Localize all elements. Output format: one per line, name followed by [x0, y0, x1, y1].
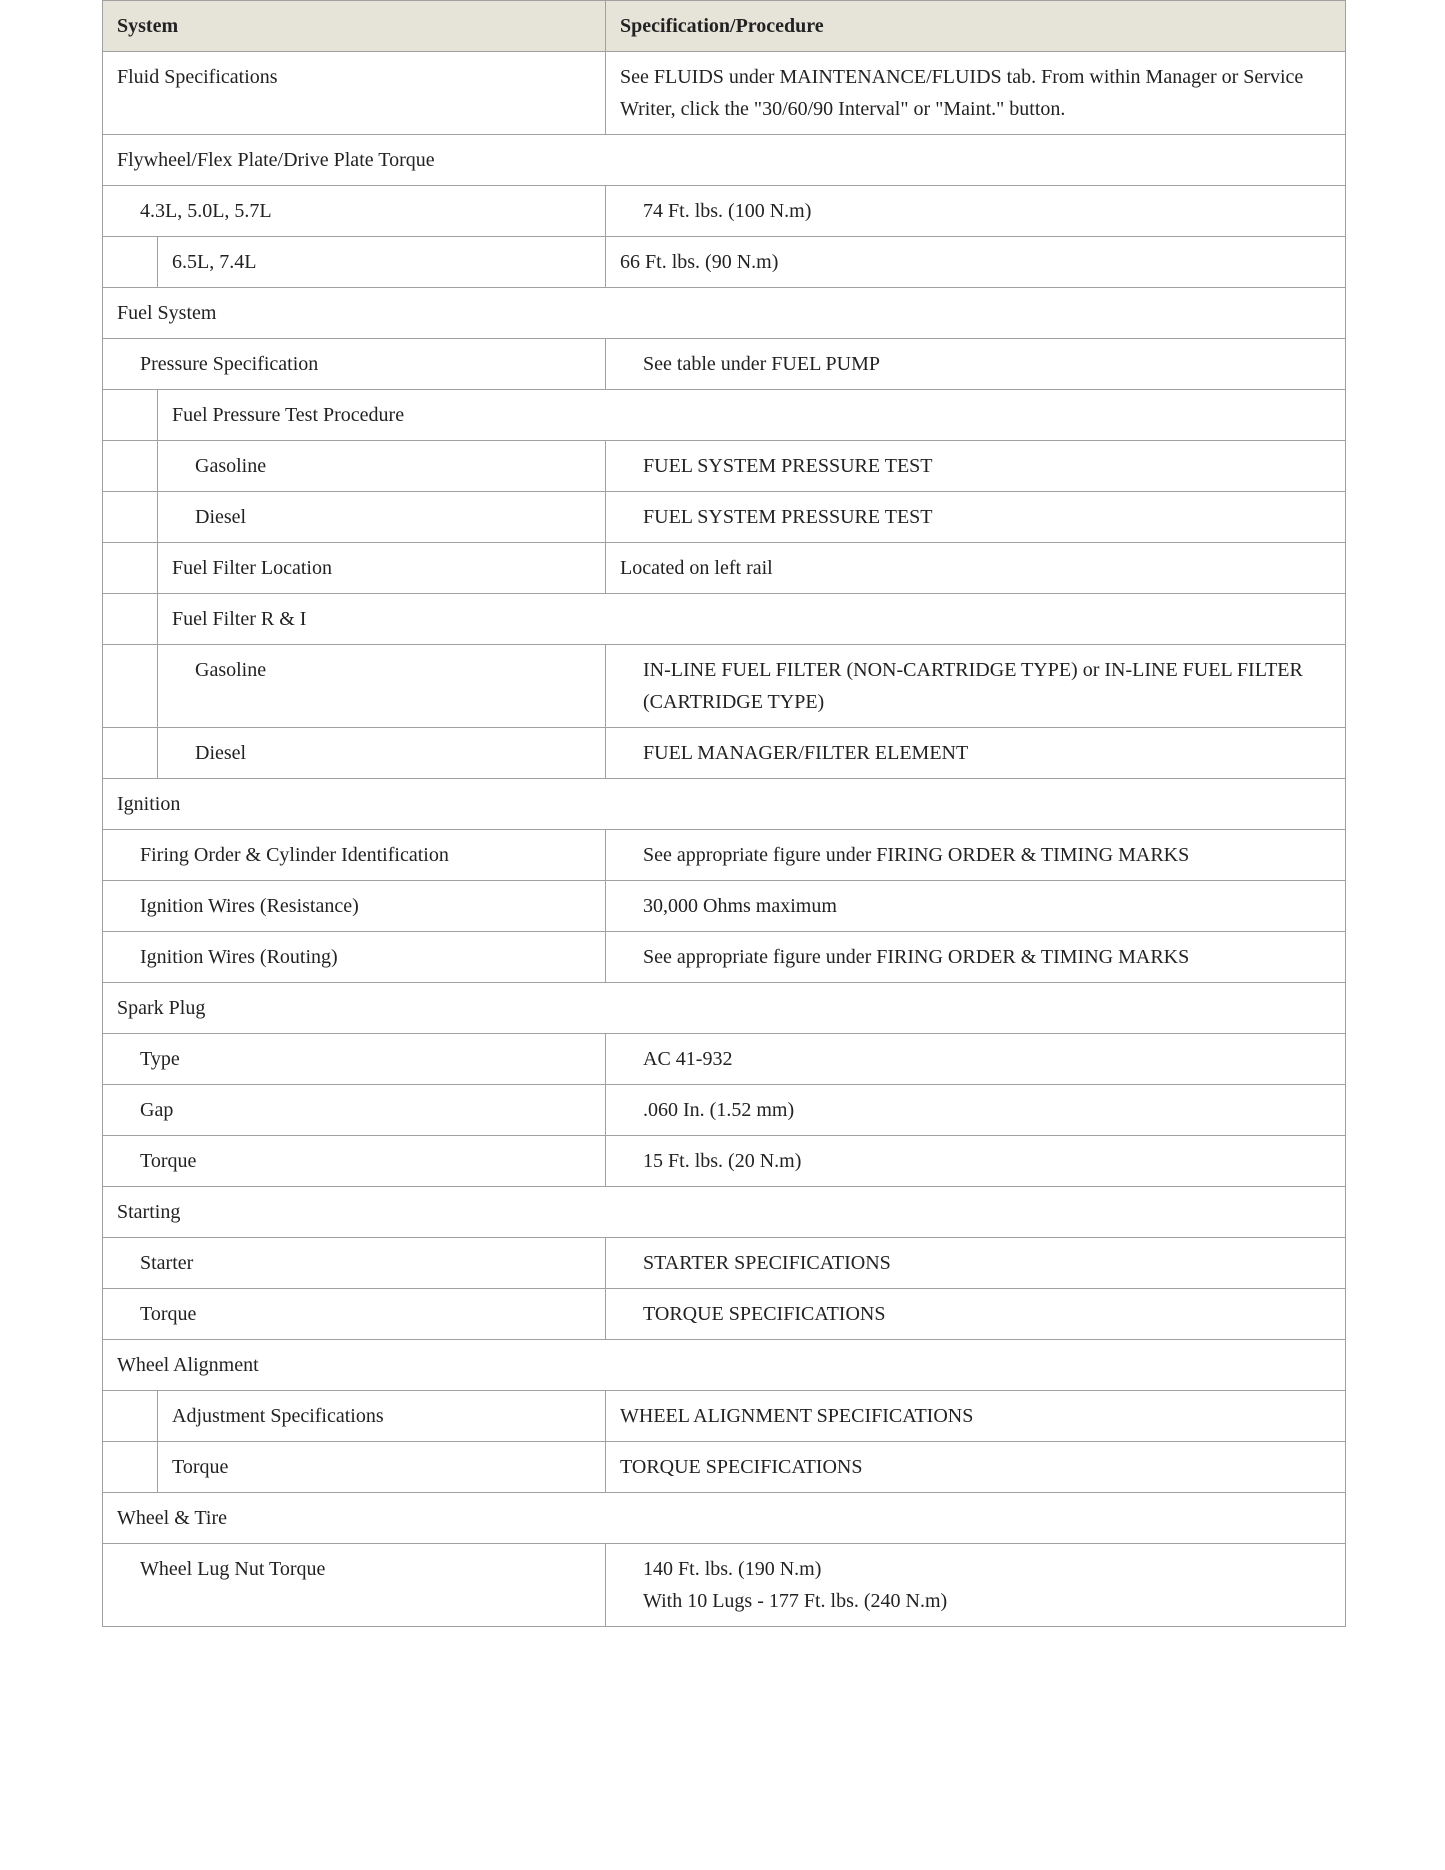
indent-spacer [103, 237, 158, 288]
table-row [103, 339, 1346, 390]
section-row [103, 1493, 1346, 1544]
row-value: AC 41-932 [606, 1034, 1346, 1085]
row-label: Gasoline [158, 645, 606, 728]
row-label: Starter [103, 1238, 606, 1289]
table-row [103, 830, 1346, 881]
table-row [103, 1136, 1346, 1187]
row-label: Ignition Wires (Resistance) [103, 881, 606, 932]
row-label: Torque [103, 1136, 606, 1187]
indent-spacer [103, 1391, 158, 1442]
row-label: Pressure Specification [103, 339, 606, 390]
row-label: Torque [158, 1442, 606, 1493]
section-row [103, 288, 1346, 339]
table-row [103, 881, 1346, 932]
row-value: See appropriate figure under FIRING ORDER & TIMING MARKS [606, 932, 1346, 983]
section-label: Wheel & Tire [103, 1493, 1346, 1544]
section-row [103, 1187, 1346, 1238]
table-row [103, 52, 1346, 135]
indent-spacer [103, 728, 158, 779]
indent-spacer [103, 594, 158, 645]
indent-spacer [103, 390, 158, 441]
row-value: IN-LINE FUEL FILTER (NON-CARTRIDGE TYPE) or IN-LINE FUEL FILTER (CARTRIDGE TYPE) [606, 645, 1346, 728]
subsection-row [103, 390, 1346, 441]
row-label: Diesel [158, 492, 606, 543]
table-row [103, 1289, 1346, 1340]
section-label: Ignition [103, 779, 1346, 830]
table-row [103, 543, 1346, 594]
table-row [103, 237, 1346, 288]
section-row [103, 779, 1346, 830]
section-label: Flywheel/Flex Plate/Drive Plate Torque [103, 135, 1346, 186]
row-label: 6.5L, 7.4L [158, 237, 606, 288]
row-value: FUEL SYSTEM PRESSURE TEST [606, 441, 1346, 492]
section-label: Wheel Alignment [103, 1340, 1346, 1391]
row-label: Gasoline [158, 441, 606, 492]
row-label: Fluid Specifications [103, 52, 606, 135]
section-label: Spark Plug [103, 983, 1346, 1034]
table-row [103, 932, 1346, 983]
row-value: TORQUE SPECIFICATIONS [606, 1289, 1346, 1340]
table-row [103, 492, 1346, 543]
subsection-label: Fuel Pressure Test Procedure [158, 390, 1346, 441]
section-row [103, 983, 1346, 1034]
indent-spacer [103, 1442, 158, 1493]
specifications-table [102, 0, 1346, 1627]
row-value: See table under FUEL PUMP [606, 339, 1346, 390]
row-label: Diesel [158, 728, 606, 779]
header-system: System [103, 1, 606, 52]
row-value: Located on left rail [606, 543, 1346, 594]
row-label: Type [103, 1034, 606, 1085]
section-label: Fuel System [103, 288, 1346, 339]
value-line: With 10 Lugs - 177 Ft. lbs. (240 N.m) [643, 1590, 948, 1612]
indent-spacer [103, 645, 158, 728]
table-row [103, 1442, 1346, 1493]
row-value: See FLUIDS under MAINTENANCE/FLUIDS tab. From within Manager or Service Writer, click the "30/60/90 Interval" or "Maint." button. [606, 52, 1346, 135]
row-label: Firing Order & Cylinder Identification [103, 830, 606, 881]
row-label: 4.3L, 5.0L, 5.7L [103, 186, 606, 237]
row-value: FUEL SYSTEM PRESSURE TEST [606, 492, 1346, 543]
row-value: See appropriate figure under FIRING ORDER & TIMING MARKS [606, 830, 1346, 881]
table-row [103, 645, 1346, 728]
table-header-row [103, 1, 1346, 52]
row-value: STARTER SPECIFICATIONS [606, 1238, 1346, 1289]
row-label: Ignition Wires (Routing) [103, 932, 606, 983]
indent-spacer [103, 543, 158, 594]
header-specification: Specification/Procedure [606, 1, 1346, 52]
table-row [103, 441, 1346, 492]
table-row [103, 186, 1346, 237]
table-row [103, 1085, 1346, 1136]
row-value [606, 1544, 1346, 1627]
row-label: Torque [103, 1289, 606, 1340]
table-row [103, 1391, 1346, 1442]
row-value: TORQUE SPECIFICATIONS [606, 1442, 1346, 1493]
section-label: Starting [103, 1187, 1346, 1238]
row-value: .060 In. (1.52 mm) [606, 1085, 1346, 1136]
table-row [103, 1238, 1346, 1289]
row-label: Fuel Filter Location [158, 543, 606, 594]
row-value: 74 Ft. lbs. (100 N.m) [606, 186, 1346, 237]
value-line: 140 Ft. lbs. (190 N.m) [643, 1558, 822, 1580]
row-label: Adjustment Specifications [158, 1391, 606, 1442]
table-row [103, 1544, 1346, 1627]
table-row [103, 1034, 1346, 1085]
section-row [103, 135, 1346, 186]
section-row [103, 1340, 1346, 1391]
indent-spacer [103, 492, 158, 543]
row-label: Gap [103, 1085, 606, 1136]
row-value: FUEL MANAGER/FILTER ELEMENT [606, 728, 1346, 779]
subsection-label: Fuel Filter R & I [158, 594, 1346, 645]
row-value: 66 Ft. lbs. (90 N.m) [606, 237, 1346, 288]
subsection-row [103, 594, 1346, 645]
row-value: 15 Ft. lbs. (20 N.m) [606, 1136, 1346, 1187]
indent-spacer [103, 441, 158, 492]
row-label: Wheel Lug Nut Torque [103, 1544, 606, 1627]
row-value: WHEEL ALIGNMENT SPECIFICATIONS [606, 1391, 1346, 1442]
table-row [103, 728, 1346, 779]
row-value: 30,000 Ohms maximum [606, 881, 1346, 932]
